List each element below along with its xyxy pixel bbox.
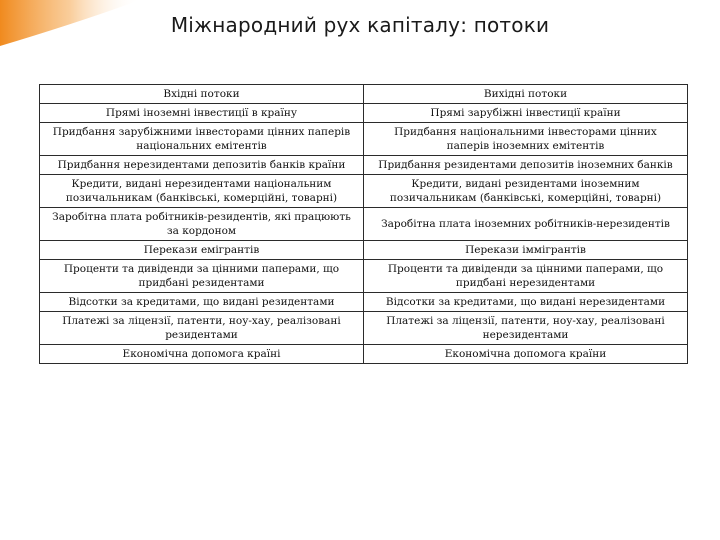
header-inflows: Вхідні потоки xyxy=(40,85,364,104)
table-row xyxy=(40,123,688,156)
table-cell: Придбання нерезидентами депозитів банків країни xyxy=(40,156,364,175)
table-row xyxy=(40,312,688,345)
table-cell: Перекази іммігрантів xyxy=(364,241,688,260)
table-cell: Економічна допомога країні xyxy=(40,345,364,364)
table-cell: Кредити, видані резидентами іноземним позичальникам (банківські, комерційні, товарні) xyxy=(364,175,688,208)
page-title: Міжнародний рух капіталу: потоки xyxy=(170,13,550,37)
table-cell: Заробітна плата іноземних робітників-нерезидентів xyxy=(364,208,688,241)
table-header-row xyxy=(40,85,688,104)
table-cell: Придбання зарубіжними інвесторами цінних паперів національних емітентів xyxy=(40,123,364,156)
table-row xyxy=(40,208,688,241)
table-cell: Заробітна плата робітників-резидентів, які працюють за кордоном xyxy=(40,208,364,241)
table-cell: Перекази емігрантів xyxy=(40,241,364,260)
table-cell: Відсотки за кредитами, що видані резидентами xyxy=(40,293,364,312)
table-cell: Прямі зарубіжні інвестиції країни xyxy=(364,104,688,123)
table-cell: Кредити, видані нерезидентами національним позичальникам (банківські, комерційні, товарні) xyxy=(40,175,364,208)
table-cell: Проценти та дивіденди за цінними паперами, що придбані нерезидентами xyxy=(364,260,688,293)
header-outflows: Вихідні потоки xyxy=(364,85,688,104)
table-cell: Проценти та дивіденди за цінними паперами, що придбані резидентами xyxy=(40,260,364,293)
table-cell: Прямі іноземні інвестиції в країну xyxy=(40,104,364,123)
table-row xyxy=(40,345,688,364)
table-cell: Платежі за ліцензії, патенти, ноу-хау, реалізовані резидентами xyxy=(40,312,364,345)
table-row xyxy=(40,260,688,293)
table-cell: Економічна допомога країни xyxy=(364,345,688,364)
table-cell: Відсотки за кредитами, що видані нерезидентами xyxy=(364,293,688,312)
table-row xyxy=(40,104,688,123)
table-cell: Платежі за ліцензії, патенти, ноу-хау, реалізовані нерезидентами xyxy=(364,312,688,345)
table-cell: Придбання резидентами депозитів іноземних банків xyxy=(364,156,688,175)
capital-flows-table xyxy=(39,84,688,364)
table-cell: Придбання національними інвесторами цінних паперів іноземних емітентів xyxy=(364,123,688,156)
table-row xyxy=(40,241,688,260)
table-row xyxy=(40,293,688,312)
table-row xyxy=(40,175,688,208)
table-row xyxy=(40,156,688,175)
